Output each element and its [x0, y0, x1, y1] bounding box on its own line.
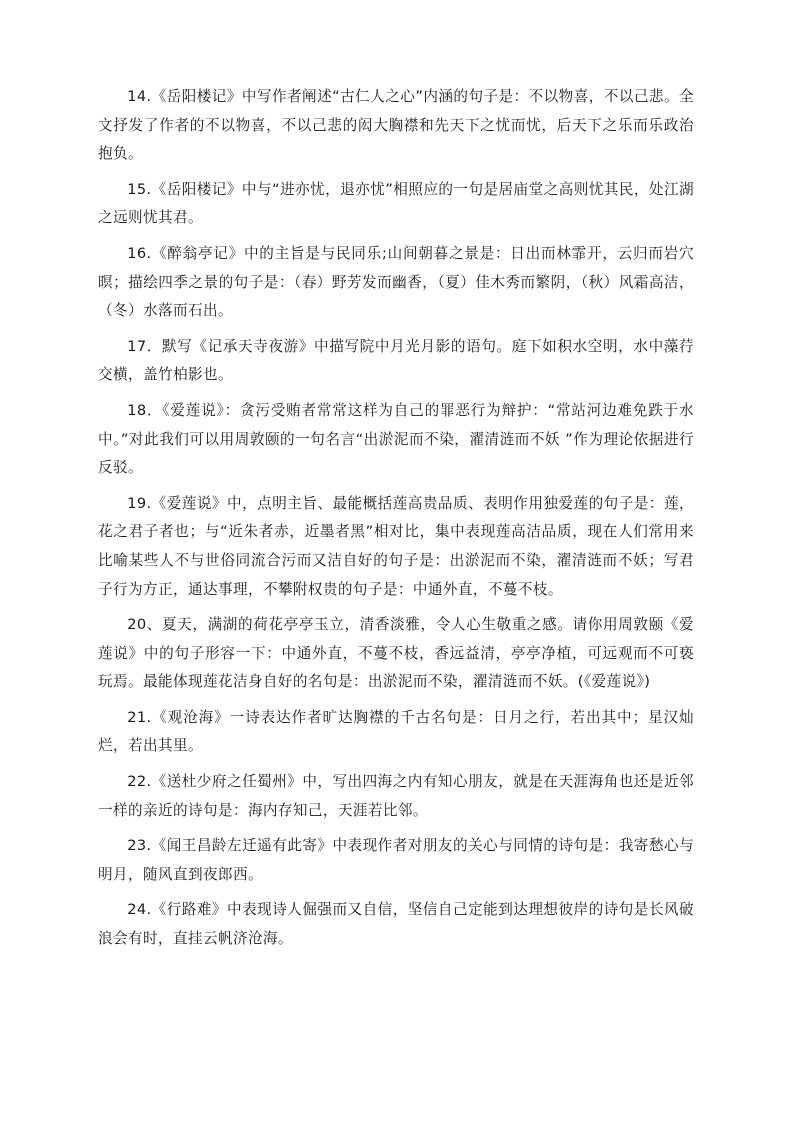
question-item-16: 16.《醉翁亭记》中的主旨是与民同乐;山间朝暮之景是：日出而林霏开，云归而岩穴暝；描绘四季之景的句子是：（春）野芳发而幽香，（夏）佳木秀而繁阴，（秋）风霜高洁，（冬）水落而石出。	[98, 244, 694, 320]
question-item-19: 19.《爱莲说》中，点明主旨、最能概括莲高贵品质、表明作用独爱莲的句子是：莲，花之君子者也；与“近朱者赤，近墨者黑”相对比，集中表现莲高洁品质，现在人们常用来比喻某些人不与世俗同流合污而又洁自好的句子是：出淤泥而不染，濯清涟而不妖；写君子行为方正，通达事理，不攀附权贵的句子是：中通外直，不蔓不枝。	[98, 494, 694, 598]
question-item-20: 20、夏天，满湖的荷花亭亭玉立，清香淡雅，令人心生敬重之感。请你用周敦颐《爱莲说》中的句子形容一下：中通外直，不蔓不枝，香远益清，亭亭净植，可远观而不可亵玩焉。最能体现莲花洁身自好的名句是：出淤泥而不染，濯清涟而不妖。(《爱莲说》)	[98, 616, 694, 691]
question-item-18: 18．《爱莲说》：贪污受贿者常常这样为自己的罪恶行为辩护：“常站河边难免跌于水中。”对此我们可以用周敦颐的一句名言“出淤泥而不染，濯清涟而不妖 ”作为理论依据进行反驳。	[98, 401, 694, 477]
question-item-22: 22.《送杜少府之任蜀州》中，写出四海之内有知心朋友，就是在天涯海角也还是近邻一样的亲近的诗句是：海内存知己，天涯若比邻。	[98, 773, 694, 819]
question-item-21: 21.《观沧海》一诗表达作者旷达胸襟的千古名句是：日月之行，若出其中；星汉灿烂，若出其里。	[98, 708, 694, 755]
question-item-23: 23.《闻王昌龄左迁遥有此寄》中表现作者对朋友的关心与同情的诗句是：我寄愁心与明月，随风直到夜郎西。	[98, 837, 694, 883]
question-item-17: 17．默写《记承天寺夜游》中描写院中月光月影的语句。庭下如积水空明，水中藻荇交横，盖竹柏影也。	[98, 337, 694, 384]
question-item-24: 24.《行路难》中表现诗人倔强而又自信，坚信自己定能到达理想彼岸的诗句是长风破浪会有时，直挂云帆济沧海。	[98, 901, 694, 948]
question-item-14: 14.《岳阳楼记》中写作者阐述“古仁人之心”内涵的句子是：不以物喜，不以己悲。全文抒发了作者的不以物喜，不以己悲的闳大胸襟和先天下之忧而忧，后天下之乐而乐政治抱负。	[98, 88, 694, 163]
question-item-15: 15.《岳阳楼记》中与“进亦忧，退亦忧”相照应的一句是居庙堂之高则忧其民，处江湖之远则忧其君。	[98, 180, 694, 227]
